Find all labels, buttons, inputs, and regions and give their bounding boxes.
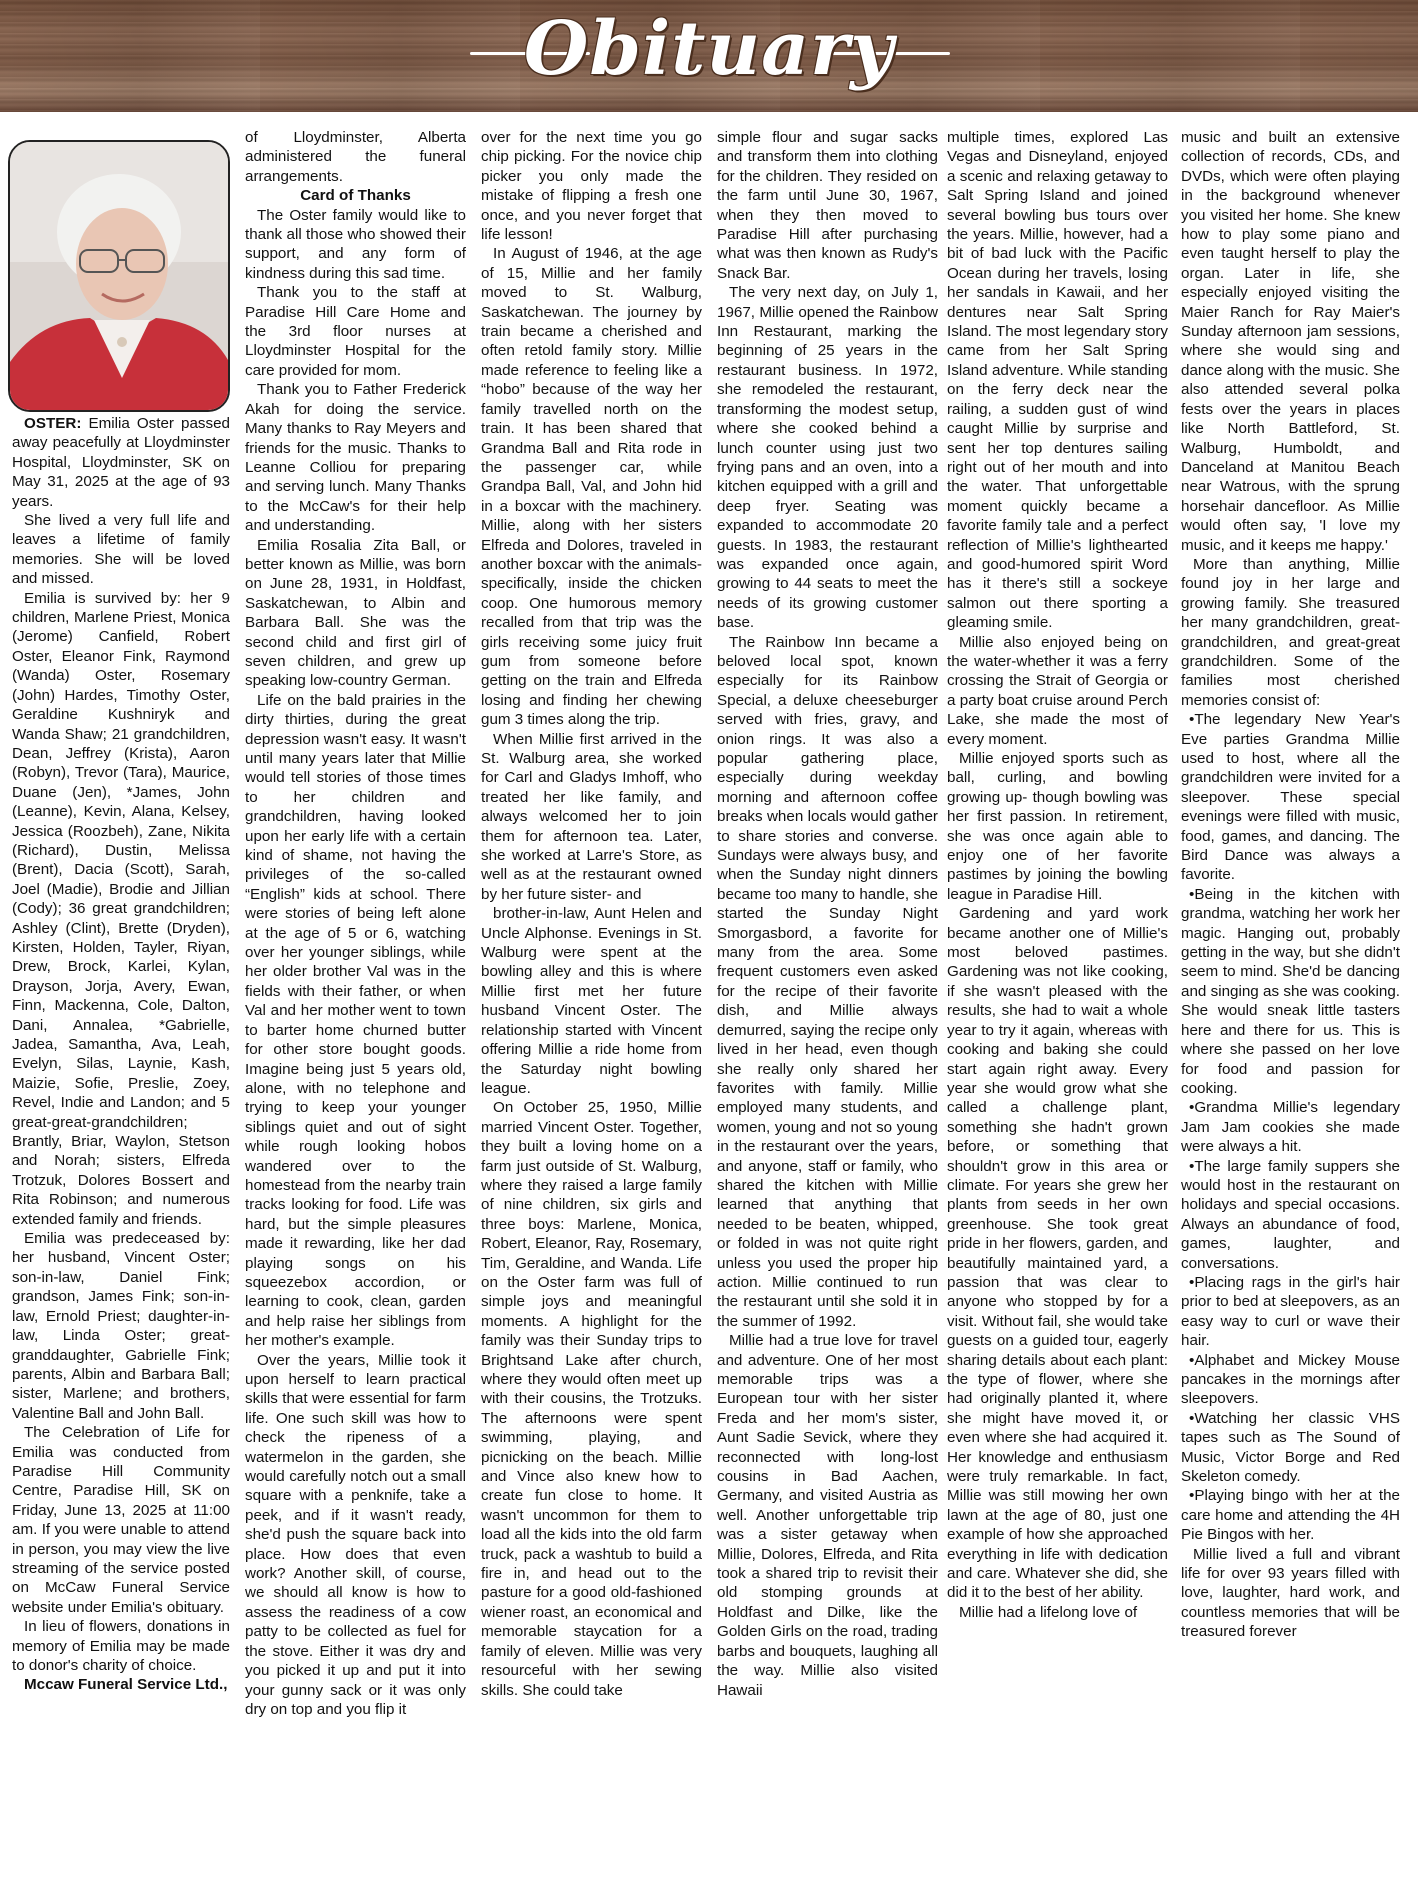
paragraph: [12, 1675, 230, 1694]
paragraph-text: over for the next time you go chip picking. For the novice chip picker you only made the mistake of flipping a fresh one once, and you never forget that life lesson!: [481, 129, 702, 244]
column-2: [245, 128, 466, 1719]
paragraph: [245, 1351, 466, 1720]
paragraph-text: In lieu of flowers, donations in memory of Emilia may be made to donor's charity of choice.: [12, 1618, 230, 1674]
paragraph: [947, 633, 1168, 749]
paragraph: [12, 589, 230, 1229]
paragraph: [1181, 128, 1400, 555]
paragraph-text: Millie had a true love for travel and adventure. One of her most memorable trips was a European tour with her sister Freda and her mom's sister, Aunt Sadie Sevick, where they reconnected with long-lost cousins in Bad Aachen, Germany, and visited Austria as well. Another unforgettable trip was a sister getaway when Millie, Dolores, Elfreda, and Rita took a shared trip to revisit their old stomping grounds at Holdfast and Dilke, like the Golden Girls on the road, trading barbs and bouquets, laughing all the way. Millie also visited Hawaii: [717, 1332, 938, 1699]
paragraph: [947, 904, 1168, 1603]
banner-title: Obituary: [523, 6, 895, 92]
paragraph: [1181, 1409, 1400, 1487]
paragraph: [12, 414, 230, 511]
paragraph-text: Over the years, Millie took it upon herself to learn practical skills that were essential for farm life. One such skill was how to check the ripeness of a watermelon in the garden, she would carefully notch out a small square with a penknife, take a peek, and if it wasn't ready, she'd push the square back into place. How does that even work? Another skill, of course, we should all know is how to assess the readiness of a cow patty to be collected as fuel for the stove. Either it was dry and you picked it up and put it into your gunny sack or it was only dry on top and you flip it: [245, 1351, 466, 1718]
paragraph-text: Card of Thanks: [300, 187, 411, 205]
column-6: [1181, 128, 1400, 1642]
paragraph-text: Mccaw Funeral Service Ltd.,: [24, 1676, 228, 1694]
paragraph-text: •Being in the kitchen with grandma, watching her work her magic. Hanging out, probably getting in the way, but she didn't seem to mind. She'd be dancing and singing as she was cooking. She would sneak little tasters here and there for us. This is where she passed on her love for food and passion for cooking.: [1181, 885, 1400, 1097]
paragraph-text: She lived a very full life and leaves a lifetime of family memories. She will be loved and missed.: [12, 512, 230, 588]
paragraph-text: Emilia was predeceased by: her husband, Vincent Oster; son-in-law, Daniel Fink; grandson, James Fink; son-in-law, Ernold Priest; daughter-in-law, Linda Oster; great-granddaughter, Gabrielle Fink; parents, Albin and Barbara Ball; sister, Marlene; and brothers, Valentine Ball and John Ball.: [12, 1230, 230, 1422]
paragraph: [1181, 885, 1400, 1098]
surname-lead: OSTER:: [24, 415, 82, 432]
paragraph: [245, 128, 466, 186]
paragraph-text: •The large family suppers she would host in the restaurant on holidays and special occasions. Always an abundance of food, games, laughter, and conversations.: [1181, 1157, 1400, 1272]
paragraph: [717, 283, 938, 632]
paragraph: [481, 904, 702, 1098]
paragraph-text: Emilia Rosalia Zita Ball, or better known as Millie, was born on June 28, 1931, in Holdfast, Saskatchewan, to Albin and Barbara Ball. She was the second child and first girl of seven children, and grew up speaking low-country German.: [245, 536, 466, 690]
paragraph: [947, 1603, 1168, 1622]
portrait-photo: [8, 140, 230, 412]
paragraph: [12, 1229, 230, 1423]
paragraph-text: On October 25, 1950, Millie married Vincent Oster. Together, they built a loving home on a farm just outside of St. Walburg, where they raised a large family of nine children, six girls and three boys: Marlene, Monica, Robert, Eleanor, Ray, Rosemary, Tim, Geraldine, and Wanda. Life on the Oster farm was full of simple joys and meaningful moments. A highlight for the family was their Sunday trips to Brightsand Lake after church, where they would often meet up with their cousins, the Trotzuks. The afternoons were spent swimming, playing, and picnicking on the beach. Millie and Vince also knew how to create fun close to home. It wasn't uncommon for them to load all the kids into the old farm truck, pack a washtub to build a fire in, and head out to the pasture for a good old-fashioned wiener roast, an economical and memorable staycation for a family of eleven. Millie was very resourceful with her sewing skills. She could take: [481, 1099, 702, 1699]
paragraph-text: Thank you to Father Frederick Akah for doing the service. Many thanks to Ray Meyers and friends for the music. Thanks to Leanne Colliou for preparing and serving lunch. Many Thanks to the McCaw's for their help and understanding.: [245, 381, 466, 535]
paragraph: [245, 380, 466, 535]
paragraph-text: Life on the bald prairies in the dirty thirties, during the great depression wasn't easy. It wasn't until many years later that Millie would tell stories of those times to her children and grandchildren, having looked upon her early life with a certain kind of shame, not having the privileges of the so-called “English” kids at school. There were stories of being left alone at the age of 5 or 6, watching over her younger siblings, while her older brother Val was in the fields with their father, or when Val and her mother went to town to barter home churned butter for other store bought goods. Imagine being just 5 years old, alone, with no telephone and trying to keep your younger siblings quiet and out of sight while rough looking hobos wandered over to the homestead from the nearby train tracks looking for food. Life was hard, but the simple pleasures made it rewarding, like her dad playing songs on his squeezebox accordion, or learning to cook, clean, garden and help raise her siblings from her mother's example.: [245, 691, 466, 1350]
portrait-illustration: [10, 142, 228, 410]
paragraph: [245, 691, 466, 1351]
paragraph-text: brother-in-law, Aunt Helen and Uncle Alphonse. Evenings in St. Walburg were spent at the bowling alley and this is where Millie first met her future husband Vincent Oster. The relationship started with Vincent offering Millie a ride home from the Saturday night bowling league.: [481, 905, 702, 1097]
paragraph: [245, 206, 466, 284]
paragraph: [1181, 1351, 1400, 1409]
paragraph-text: When Millie first arrived in the St. Walburg area, she worked for Carl and Gladys Imhoff, who treated her like family, and always welcomed her to join them for afternoon tea. Later, she worked at Larre's Store, as well as at the restaurant owned by her future sister- and: [481, 730, 702, 903]
paragraph-text: The very next day, on July 1, 1967, Millie opened the Rainbow Inn Restaurant, marking the beginning of 25 years in the restaurant business. In 1972, she remodeled the restaurant, transforming the modest setup, where she cooked behind a lunch counter using just two frying pans and an oven, into a kitchen equipped with a grill and deep fryer. Seating was expanded to accommodate 20 guests. In 1983, the restaurant was expanded once again, growing to 44 seats to meet the needs of its growing customer base.: [717, 284, 938, 632]
paragraph-text: multiple times, explored Las Vegas and Disneyland, enjoyed a scenic and relaxing getaway to Salt Spring Island and joined several bowling bus tours over the years. Millie, however, had a bit of bad luck with the Pacific Ocean during her travels, losing her sandals in Kawaii, and her dentures near Salt Spring Island. The most legendary story came from her Salt Spring Island adventure. While standing on the ferry deck near the railing, a sudden gust of wind caught Millie by surprise and sent her top dentures sailing right out of her mouth and into the water. That unforgettable moment quickly became a favorite family tale and a perfect reflection of Millie's lighthearted and good-humored spirit Word has it there's still a sockeye salmon out there sporting a gleaming smile.: [947, 129, 1168, 632]
paragraph: [481, 1098, 702, 1700]
paragraph-text: •Watching her classic VHS tapes such as The Sound of Music, Victor Borge and Red Skeleton comedy.: [1181, 1409, 1400, 1486]
paragraph-text: •Placing rags in the girl's hair prior to bed at sleepovers, as an easy way to curl or wave their hair.: [1181, 1273, 1400, 1350]
paragraph: [1181, 710, 1400, 885]
paragraph-text: Thank you to the staff at Paradise Hill Care Home and the 3rd floor nurses at Lloydminster Hospital for the care provided for mom.: [245, 284, 466, 379]
paragraph: [947, 749, 1168, 904]
paragraph: [12, 1617, 230, 1675]
paragraph: [481, 730, 702, 905]
paragraph-text: •Alphabet and Mickey Mouse pancakes in the mornings after sleepovers.: [1181, 1351, 1400, 1408]
paragraph: [245, 186, 466, 205]
column-3: [481, 128, 702, 1700]
paragraph-text: Gardening and yard work became another one of Millie's most beloved pastimes. Gardening was not like cooking, if she wasn't pleased with the results, she had to wait a whole year to try it again, whereas with cooking and baking she could start again right away. Every year she would grow what she called a challenge plant, something she hadn't grown before, or something that shouldn't grow in this area or climate. For years she grew her plants from seeds in her own greenhouse. She took great pride in her flowers, garden, and beautifully maintained yard, a passion that was clear to anyone who stopped by for a visit. Without fail, she would take guests on a guided tour, eagerly sharing details about each plant: the type of flower, where she had originally planted it, where she might have moved it, or even where she had acquired it. Her knowledge and enthusiasm were truly remarkable. In fact, Millie was still mowing her own lawn at the age of 80, just one example of how she approached everything in life with dedication and care. Whatever she did, she did it to the best of her ability.: [947, 905, 1168, 1602]
paragraph: [1181, 1273, 1400, 1351]
paragraph: [245, 536, 466, 691]
paragraph-text: Millie lived a full and vibrant life for over 93 years filled with love, laughter, hard work, and countless memories that will be treasured forever: [1181, 1545, 1400, 1641]
paragraph: [245, 283, 466, 380]
paragraph: [1181, 1486, 1400, 1544]
paragraph-text: In August of 1946, at the age of 15, Millie and her family moved to St. Walburg, Saskatchewan. The journey by train became a cherished and often retold family story. Millie made reference to feeling like a “hobo” because of the way her family travelled north on the train. It has been shared that Grandma Ball and Rita rode in the passenger car, while Grandpa Ball, Val, and John hid in a boxcar with the machinery. Millie, along with her sisters Elfreda and Dolores, traveled in another boxcar with the animals-specifically, inside the chicken coop. One humorous memory recalled from that trip was the girls receiving some juicy fruit gum from someone before getting on the train and Elfreda losing and finding her chewing gum 3 times along the trip.: [481, 245, 702, 729]
paragraph: [1181, 1157, 1400, 1273]
column-4: [717, 128, 938, 1700]
paragraph: [717, 633, 938, 1332]
paragraph-text: Millie also enjoyed being on the water-whether it was a ferry crossing the Strait of Georgia or a party boat cruise around Perch Lake, she made the most of every moment.: [947, 633, 1168, 748]
column-5: [947, 128, 1168, 1622]
paragraph-text: Millie had a lifelong love of: [959, 1603, 1138, 1621]
paragraph: [717, 1331, 938, 1700]
paragraph: [947, 128, 1168, 633]
paragraph-text: simple flour and sugar sacks and transform them into clothing for the children. They resided on the farm until June 30, 1967, when they then moved to Paradise Hill after purchasing what was then known as Rudy's Snack Bar.: [717, 129, 938, 282]
paragraph: [1181, 1098, 1400, 1156]
paragraph-text: More than anything, Millie found joy in her large and growing family. She treasured her many grandchildren, great-grandchildren, and great-great grandchildren. Some of the families most cherished memories consist of:: [1181, 555, 1400, 709]
paragraph-text: •The legendary New Year's Eve parties Grandma Millie used to host, where all the grandchildren were invited for a sleepover. These special evenings were filled with music, food, games, and dancing. The Bird Dance was always a favorite.: [1181, 711, 1400, 884]
paragraph: [717, 128, 938, 283]
paragraph-text: of Lloydminster, Alberta administered the funeral arrangements.: [245, 129, 466, 185]
paragraph: [481, 244, 702, 729]
paragraph-text: The Oster family would like to thank all those who showed their support, and any form of kindness during this sad time.: [245, 206, 466, 282]
paragraph: [1181, 1545, 1400, 1642]
paragraph: [12, 1423, 230, 1617]
paragraph-text: •Playing bingo with her at the care home and attending the 4H Pie Bingos with her.: [1181, 1487, 1400, 1544]
column-1: [12, 414, 230, 1695]
paragraph-text: music and built an extensive collection of records, CDs, and DVDs, which were often playing in the background whenever you visited her home. She knew how to play some piano and even taught herself to play the organ. Later in life, she especially enjoyed visiting the Maier Ranch for Ray Maier's Sunday afternoon jam sessions, where she would sing and dance along with the music. She also attended several polka fests over the years in places like North Battleford, St. Walburg, Humboldt, and Danceland at Manitou Beach near Watrous, with the sprung horsehair dancefloor. As Millie would often say, 'I love my music, and it keeps me happy.': [1181, 129, 1400, 554]
paragraph-text: Emilia is survived by: her 9 children, Marlene Priest, Monica (Jerome) Canfield, Robert Oster, Eleanor Fink, Raymond (Wanda) Oster, Rosemary (John) Hardes, Timothy Oster, Geraldine Kushniryk and Wanda Shaw; 21 grandchildren, Dean, Jeffrey (Krista), Aaron (Robyn), Trevor (Tara), Maurice, Duane (Jen), *James, John (Leanne), Kevin, Alana, Kelsey, Jessica (Roozbeh), Zane, Nikita (Richard), Dustin, Melissa (Brent), Dacia (Scott), Sarah, Joel (Madie), Brodie and Jillian (Cody); 36 great grandchildren; Ashley (Clint), Brette (Dryden), Kirsten, Holden, Tayler, Riyan, Drew, Brock, Karlei, Kylan, Drayson, Jorja, Avery, Ewan, Finn, Mackenna, Cole, Dalton, Dani, Annalea, *Gabrielle, Jadea, Samantha, Ava, Leah, Evelyn, Silas, Laynie, Kash, Maizie, Sofie, Preslie, Zoey, Revel, Indie and Landon; and 5 great-great-grandchildren; Brantly, Briar, Waylon, Stetson and Norah; sisters, Elfreda Trotzuk, Dolores Bossert and Rita Robinson; and numerous extended family and friends.: [12, 589, 230, 1228]
paragraph-text: The Rainbow Inn became a beloved local spot, known especially for its Rainbow Special, a deluxe cheeseburger served with fries, gravy, and onion rings. It was also a popular gathering place, especially during weekday morning and afternoon coffee breaks when locals would gather to share stories and converse. Sundays were always busy, and when the Sunday night dinners became too many to handle, she started the Sunday Night Smorgasbord, a favorite for many from the area. Some frequent customers even asked for the recipe of their favorite dish, and Millie always demurred, saying the recipe only lived in her head, even though she really only shared her favorites with family. Millie employed many students, and women, young and not so young in the restaurant over the years, and anyone, staff or family, who shared the kitchen with Millie learned that anything that needed to be beaten, whipped, or folded in was not quite right unless you used the proper hip action. Millie continued to run the restaurant until she sold it in the summer of 1992.: [717, 633, 938, 1330]
paragraph-text: The Celebration of Life for Emilia was conducted from Paradise Hill Community Centre, Paradise Hill, SK on Friday, June 13, 2025 at 11:00 am. If you were unable to attend in person, you may view the live streaming of the service posted on McCaw Funeral Service website under Emilia's obituary.: [12, 1424, 230, 1616]
paragraph-text: Millie enjoyed sports such as ball, curling, and bowling growing up- though bowling was her first passion. In retirement, she was once again able to enjoy one of her favorite pastimes by joining the bowling league in Paradise Hill.: [947, 750, 1168, 903]
paragraph: [481, 128, 702, 244]
paragraph-text: Emilia Oster passed away peacefully at Lloydminster Hospital, Lloydminster, SK on May 31, 2025 at the age of 93 years.: [12, 415, 230, 510]
header-banner: [0, 0, 1418, 112]
paragraph-text: •Grandma Millie's legendary Jam Jam cookies she made were always a hit.: [1181, 1099, 1400, 1156]
paragraph: [1181, 555, 1400, 710]
paragraph: [12, 511, 230, 589]
